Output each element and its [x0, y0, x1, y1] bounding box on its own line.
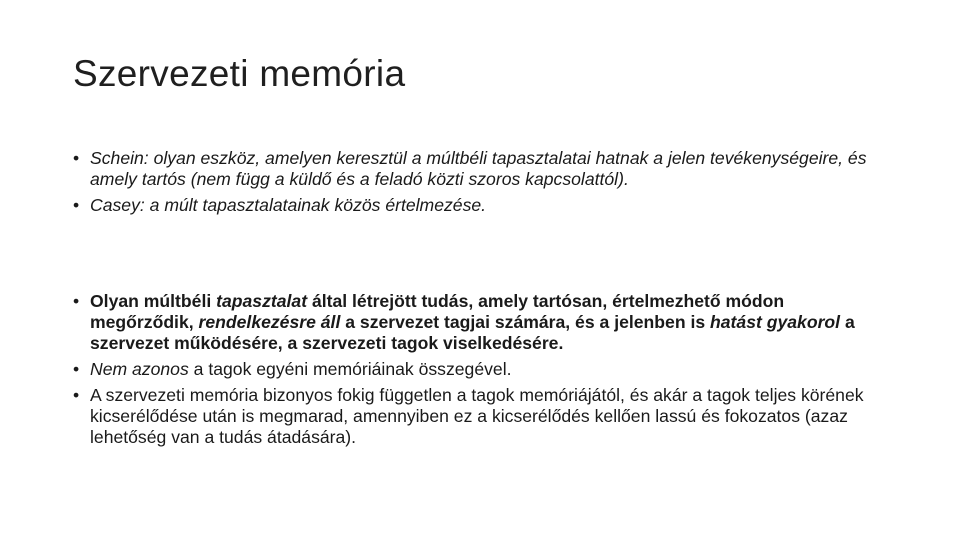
text-run-emphasis: hatást gyakorol [710, 312, 841, 332]
text-run: a szervezet tagjai számára, és a jelenben is [340, 312, 711, 332]
bullet-dot: • [73, 359, 80, 379]
bullet-not-equal [73, 359, 883, 380]
slide-title: Szervezeti memória [73, 53, 406, 94]
bullet-definition-bold [73, 291, 883, 354]
bullet-list-characteristics [73, 291, 883, 453]
text-run-emphasis: Nem azonos [90, 359, 189, 379]
bullet-dot: • [73, 195, 80, 215]
bullet-text: Casey: a múlt tapasztalatainak közös értelmezése. [90, 195, 487, 215]
text-run-emphasis: rendelkezésre áll [198, 312, 341, 332]
bullet-dot: • [73, 291, 80, 311]
bullet-schein [73, 148, 883, 190]
bullet-dot: • [73, 385, 80, 405]
text-run: a tagok egyéni memóriáinak összegével. [188, 359, 512, 379]
bullet-casey [73, 195, 883, 216]
bullet-independence [73, 385, 883, 448]
bullet-dot: • [73, 148, 80, 168]
bullet-text: A szervezeti memória bizonyos fokig független a tagok memóriájától, és akár a tagok teljes körének kicserélődése után is megmarad, amennyiben ez a kicserélődés kellően lassú és fokozatos (azaz lehetőség van a tudás átadására). [90, 385, 864, 447]
text-run: által létrejött tudás, amely tartósan, értelmezhető módon megőrződik, [90, 291, 785, 332]
text-run-emphasis: tapasztalat [216, 291, 308, 311]
text-run: Olyan múltbéli [90, 291, 217, 311]
text-run: a szervezet működésére, a szervezeti tagok viselkedésére. [90, 312, 855, 353]
bullet-list-definitions [73, 148, 883, 221]
bullet-text: Schein: olyan eszköz, amelyen keresztül a múltbéli tapasztalatai hatnak a jelen tevékenységeire, és amely tartós (nem függ a küldő és a feladó közti szoros kapcsolattól). [90, 148, 867, 189]
